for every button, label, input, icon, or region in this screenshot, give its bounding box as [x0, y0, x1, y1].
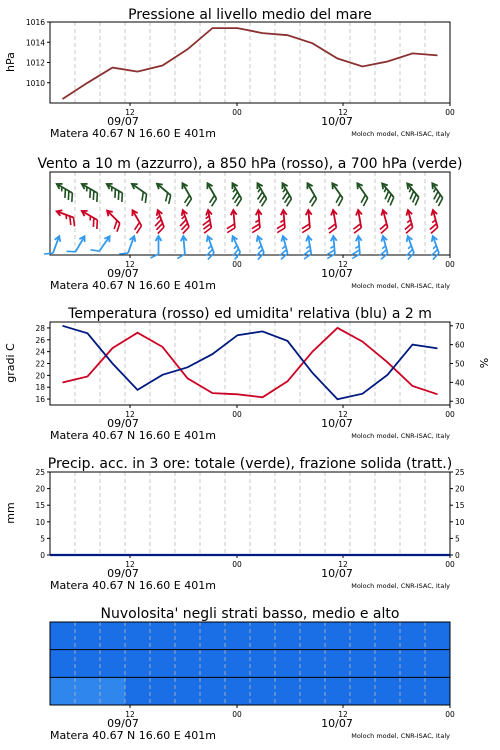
cloud-cell: [250, 677, 276, 705]
cloud-cell: [350, 677, 376, 705]
wind-barb: [44, 233, 62, 257]
date-label: 09/07: [107, 417, 139, 430]
wind-barb: [375, 209, 391, 233]
location-label: Matera 40.67 N 16.60 E 401m: [50, 127, 216, 140]
wind-barb: [301, 182, 322, 207]
date-label: 10/07: [321, 567, 353, 580]
panel-1: [4, 7, 455, 140]
cloud-cell: [225, 677, 251, 705]
location-label: Matera 40.67 N 16.60 E 401m: [50, 579, 216, 592]
wind-barb: [250, 235, 268, 259]
x-tick-label: 12: [125, 560, 135, 569]
y-tick-label-right: 0: [455, 551, 460, 560]
y-tick-label-right: 10: [455, 517, 465, 527]
x-tick-label: 12: [338, 108, 348, 117]
cloud-cell: [100, 677, 126, 705]
x-tick-label: 00: [232, 260, 242, 269]
wind-barb: [350, 210, 365, 234]
cloud-cell: [175, 677, 201, 705]
date-label: 10/07: [321, 115, 353, 128]
cloud-cell: [125, 622, 151, 650]
cloud-cell: [150, 650, 176, 678]
y-tick-label: 26: [35, 335, 45, 345]
cloud-cell: [50, 650, 76, 678]
wind-barb: [225, 210, 238, 233]
y-tick-label: 20: [35, 371, 45, 381]
y-tick-label: 28: [35, 323, 45, 333]
wind-barb: [78, 181, 103, 202]
cloud-cell: [150, 622, 176, 650]
panel-2: [37, 156, 462, 292]
wind-barb: [53, 181, 78, 202]
y-tick-label: 10: [35, 517, 45, 527]
date-label: 10/07: [321, 717, 353, 730]
wind-barb: [200, 210, 215, 234]
x-tick-label: 00: [445, 560, 455, 569]
cloud-cell: [425, 677, 451, 705]
wind-barb: [275, 210, 288, 233]
model-credit: Moloch model, CNR-ISAC, Italy: [351, 582, 450, 590]
x-tick-label: 00: [232, 560, 242, 569]
y-tick-label-right: 30: [455, 397, 465, 407]
x-tick-label: 00: [232, 410, 242, 419]
wind-barb: [101, 208, 124, 231]
x-tick-label: 00: [445, 260, 455, 269]
x-tick-label: 00: [232, 108, 242, 117]
wind-barb: [225, 235, 244, 260]
y-tick-label: 16: [35, 395, 45, 405]
x-tick-label: 12: [125, 710, 135, 719]
cloud-cell: [225, 650, 251, 678]
wind-barb: [250, 210, 263, 233]
wind-barb: [119, 233, 137, 257]
x-tick-label: 12: [125, 410, 135, 419]
cloud-cell: [325, 650, 351, 678]
cloud-cell: [375, 622, 401, 650]
wind-barb: [226, 182, 247, 207]
x-tick-label: 12: [338, 260, 348, 269]
wind-barb: [375, 235, 391, 259]
wind-barb: [426, 182, 448, 206]
cloud-cell: [125, 650, 151, 678]
y-axis-label: hPa: [4, 52, 17, 72]
cloud-cell: [50, 677, 76, 705]
wind-barb: [401, 182, 424, 206]
model-credit: Moloch model, CNR-ISAC, Italy: [351, 732, 450, 740]
location-label: Matera 40.67 N 16.60 E 401m: [50, 279, 216, 292]
cloud-cell: [275, 622, 301, 650]
x-tick-label: 12: [338, 410, 348, 419]
date-label: 10/07: [321, 417, 353, 430]
chart-title: Nuvolosita' negli strati basso, medio e alto: [100, 606, 400, 622]
location-label: Matera 40.67 N 16.60 E 401m: [50, 429, 216, 442]
x-tick-label: 00: [232, 710, 242, 719]
y-tick-label: 24: [35, 347, 45, 357]
wind-barb: [176, 182, 197, 207]
y-tick-label-right: 40: [455, 378, 465, 388]
wind-barb: [251, 182, 272, 207]
wind-barb: [175, 209, 193, 233]
cloud-cell: [200, 677, 226, 705]
y-tick-label-right: 50: [455, 359, 465, 369]
cloud-cell: [425, 622, 451, 650]
cloud-cell: [325, 622, 351, 650]
y-tick-label: 1016: [25, 18, 45, 27]
wind-barb: [78, 208, 103, 229]
wind-barb: [351, 182, 373, 206]
wind-barb: [150, 209, 168, 233]
y-tick-label: 20: [35, 484, 45, 494]
cloud-cell: [75, 622, 101, 650]
y-tick-label: 22: [35, 359, 45, 369]
cloud-cell: [200, 650, 226, 678]
y-tick-label-right: 5: [455, 534, 460, 544]
plot-frame: [50, 22, 450, 103]
wind-barb: [300, 236, 315, 260]
wind-barb: [67, 232, 88, 257]
y-axis-label: gradi C: [4, 343, 17, 383]
wind-barb: [400, 209, 416, 233]
y-tick-label: 1012: [25, 58, 45, 68]
cloud-cell: [300, 622, 326, 650]
y-tick-label-right: 70: [455, 321, 465, 331]
cloud-cell: [275, 677, 301, 705]
x-tick-label: 12: [125, 260, 135, 269]
cloud-cell: [100, 622, 126, 650]
y-tick-label-right: 60: [455, 340, 465, 350]
cloud-cell: [175, 622, 201, 650]
wind-barb: [152, 181, 176, 204]
cloud-cell: [250, 650, 276, 678]
wind-barb: [425, 209, 441, 233]
cloud-cell: [50, 622, 76, 650]
date-label: 10/07: [321, 267, 353, 280]
wind-barb: [201, 182, 222, 207]
cloud-cell: [325, 677, 351, 705]
y-tick-label-right: 20: [455, 484, 465, 494]
cloud-cell: [350, 650, 376, 678]
x-tick-label: 12: [338, 560, 348, 569]
cloud-cell: [150, 677, 176, 705]
model-credit: Moloch model, CNR-ISAC, Italy: [351, 432, 450, 440]
cloud-cell: [425, 650, 451, 678]
y-tick-label-right: 25: [455, 468, 465, 477]
wind-barb: [126, 209, 147, 234]
cloud-cell: [225, 622, 251, 650]
cloud-cell: [75, 677, 101, 705]
cloud-cell: [400, 622, 426, 650]
date-label: 09/07: [107, 115, 139, 128]
cloud-cell: [125, 677, 151, 705]
wind-barb: [276, 182, 297, 207]
y-tick-label: 5: [40, 534, 45, 544]
wind-barb: [275, 235, 291, 259]
cloud-cell: [75, 650, 101, 678]
x-tick-label: 12: [338, 710, 348, 719]
cloud-cell: [275, 650, 301, 678]
date-label: 09/07: [107, 567, 139, 580]
y-tick-label: 0: [40, 551, 45, 560]
date-label: 09/07: [107, 717, 139, 730]
chart-title: Vento a 10 m (azzurro), a 850 hPa (rosso), a 700 hPa (verde): [37, 156, 463, 172]
wind-barb: [376, 182, 399, 206]
y-tick-label: 25: [35, 468, 45, 477]
cloud-cell: [400, 650, 426, 678]
cloud-cell: [300, 677, 326, 705]
wind-barb: [425, 235, 443, 259]
cloud-cell: [375, 650, 401, 678]
cloud-cell: [100, 650, 126, 678]
chart-title: Precip. acc. in 3 ore: totale (verde), frazione solida (tratt.): [47, 456, 453, 472]
y-axis-label-right: %: [478, 357, 491, 369]
wind-barb: [127, 181, 151, 203]
y-tick-label: 1010: [25, 78, 45, 88]
cloud-cell: [375, 677, 401, 705]
cloud-cell: [175, 650, 201, 678]
model-credit: Moloch model, CNR-ISAC, Italy: [351, 130, 450, 138]
panel-4: [4, 456, 465, 592]
wind-barb: [200, 235, 218, 259]
y-axis-label: mm: [4, 502, 17, 524]
location-label: Matera 40.67 N 16.60 E 401m: [50, 729, 216, 742]
panel-3: [4, 306, 491, 442]
x-tick-label: 12: [125, 108, 135, 117]
wind-barb: [300, 210, 313, 233]
y-tick-label: 18: [35, 383, 45, 393]
date-label: 09/07: [107, 267, 139, 280]
chart-title: Pressione al livello medio del mare: [128, 7, 372, 23]
wind-barb: [400, 235, 418, 259]
y-tick-label: 15: [35, 501, 45, 511]
wind-barb: [103, 181, 128, 202]
x-tick-label: 00: [445, 710, 455, 719]
y-tick-label-right: 15: [455, 501, 465, 511]
cloud-cell: [300, 650, 326, 678]
x-tick-label: 00: [445, 108, 455, 117]
cloud-cell: [400, 677, 426, 705]
x-tick-label: 00: [445, 410, 455, 419]
wind-barb: [325, 210, 340, 234]
cloud-cell: [350, 622, 376, 650]
chart-title: Temperatura (rosso) ed umidita' relativa (blu) a 2 m: [68, 306, 432, 322]
y-tick-label: 1014: [25, 38, 45, 48]
wind-barb: [326, 182, 348, 206]
cloud-cell: [250, 622, 276, 650]
model-credit: Moloch model, CNR-ISAC, Italy: [351, 282, 450, 290]
wind-barb: [90, 232, 112, 256]
cloud-cell: [200, 622, 226, 650]
